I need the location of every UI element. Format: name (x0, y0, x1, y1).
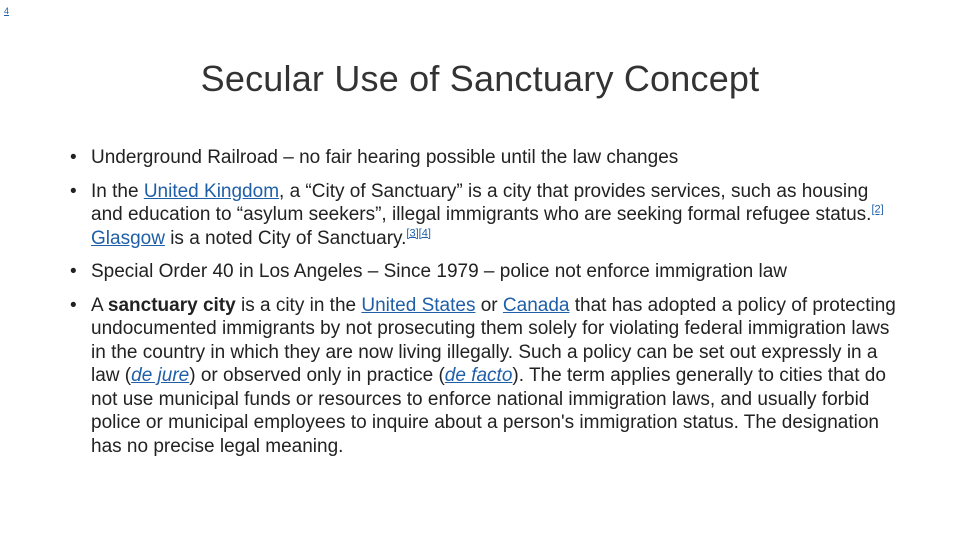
bullet-text: Special Order 40 in Los Angeles – Since 1979 – police not enforce immigration law (91, 261, 788, 282)
link-united-kingdom[interactable]: United Kingdom (143, 180, 280, 202)
bullet-text: , a “City of Sanctuary” is a city that provides services, such as housing and education to “asylum seekers”, illegal immigrants who are seeking formal refugee status. (91, 180, 872, 225)
bullet-underground-railroad (70, 146, 900, 170)
bullet-special-order-40 (70, 260, 900, 284)
link-canada[interactable]: Canada (502, 294, 570, 316)
bullet-text: that has adopted a policy of protecting undocumented immigrants by not prosecuting them solely for violating federal immigration laws in the country in which they are now living illegally. Such a policy can be set out expressly in a law ( (91, 294, 896, 386)
bullet-text: A (91, 294, 108, 316)
bullet-text: or (475, 294, 503, 316)
slide-number-link[interactable]: 4 (4, 6, 10, 16)
bullet-text: In the (91, 180, 144, 202)
term-sanctuary-city: sanctuary city (107, 294, 236, 316)
bullet-city-of-sanctuary (70, 180, 900, 251)
bullet-text: ) or observed only in practice ( (189, 365, 445, 386)
citation-3-4 (406, 227, 430, 239)
link-glasgow[interactable]: Glasgow (91, 227, 165, 249)
citation-link-4[interactable]: [4] (418, 227, 431, 240)
citation-2 (871, 204, 883, 216)
citation-link-2[interactable]: [2] (871, 203, 884, 216)
link-united-states[interactable]: United States (361, 294, 476, 316)
bullet-text: ). The term applies generally to cities that do not use municipal funds or resources to enforce national immigration laws, and usually forbid police or municipal employees to inquire about a person's immigration status. The designation has no precise legal meaning. (91, 365, 886, 457)
bullet-sanctuary-city (70, 294, 900, 459)
link-de-jure[interactable]: de jure (131, 365, 190, 386)
bullet-text: Underground Railroad – no fair hearing possible until the law changes (91, 147, 679, 168)
bullet-text: is a city in the (235, 294, 362, 316)
citation-link-3[interactable]: [3] (406, 227, 419, 240)
slide-title: Secular Use of Sanctuary Concept (200, 58, 760, 99)
link-de-facto[interactable]: de facto (444, 365, 513, 386)
bullet-list (70, 146, 900, 468)
bullet-text: is a noted City of Sanctuary. (164, 227, 407, 249)
